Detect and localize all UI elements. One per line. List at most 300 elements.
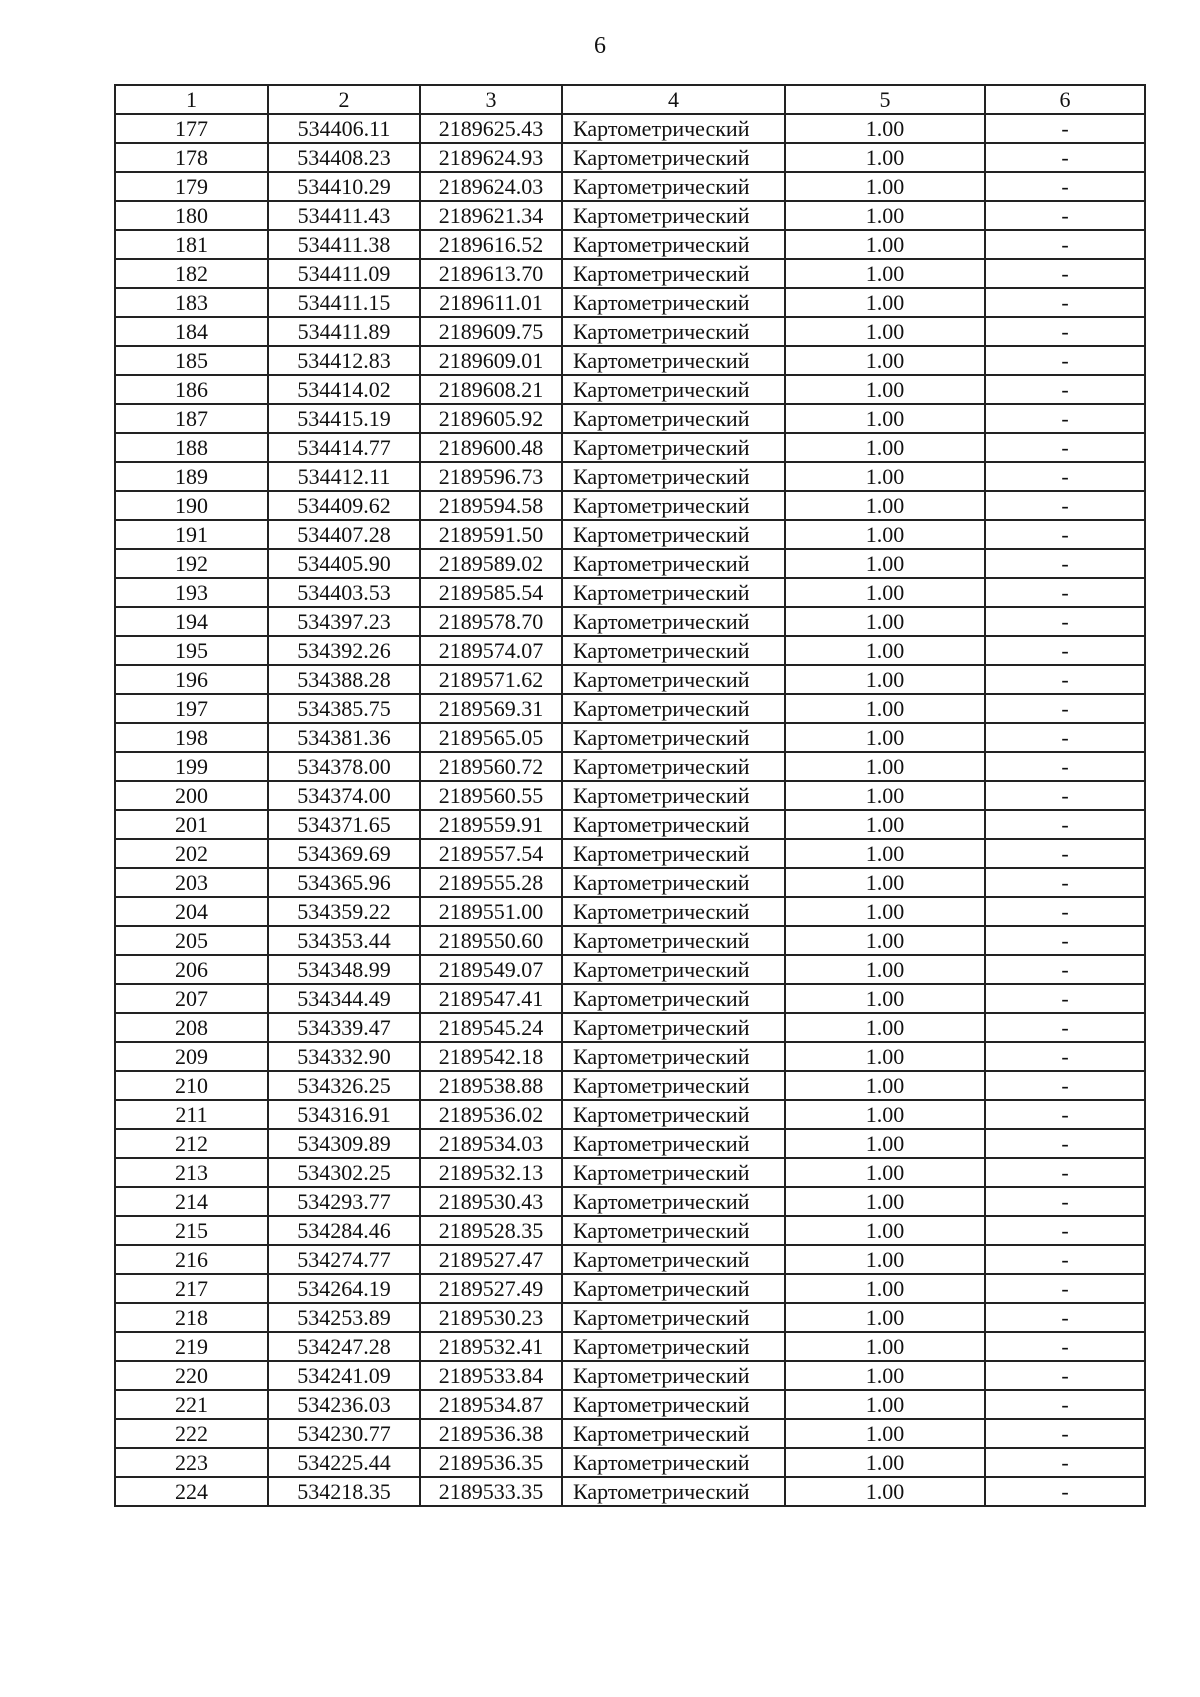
x-coordinate-cell: 534410.29 <box>268 172 420 201</box>
method-cell: Картометрический <box>562 143 785 172</box>
coordinates-table <box>114 84 1146 1507</box>
method-cell: Картометрический <box>562 752 785 781</box>
accuracy-cell: 1.00 <box>785 723 985 752</box>
note-cell: - <box>985 723 1145 752</box>
x-coordinate-cell: 534326.25 <box>268 1071 420 1100</box>
point-number-cell: 191 <box>115 520 268 549</box>
method-cell: Картометрический <box>562 868 785 897</box>
note-cell: - <box>985 1158 1145 1187</box>
x-coordinate-cell: 534339.47 <box>268 1013 420 1042</box>
x-coordinate-cell: 534247.28 <box>268 1332 420 1361</box>
table-row <box>115 897 1145 926</box>
note-cell: - <box>985 926 1145 955</box>
note-cell: - <box>985 781 1145 810</box>
note-cell: - <box>985 1477 1145 1506</box>
accuracy-cell: 1.00 <box>785 259 985 288</box>
x-coordinate-cell: 534236.03 <box>268 1390 420 1419</box>
point-number-cell: 184 <box>115 317 268 346</box>
note-cell: - <box>985 172 1145 201</box>
y-coordinate-cell: 2189549.07 <box>420 955 562 984</box>
note-cell: - <box>985 1100 1145 1129</box>
accuracy-cell: 1.00 <box>785 781 985 810</box>
note-cell: - <box>985 230 1145 259</box>
accuracy-cell: 1.00 <box>785 317 985 346</box>
point-number-cell: 216 <box>115 1245 268 1274</box>
table-row <box>115 810 1145 839</box>
point-number-cell: 202 <box>115 839 268 868</box>
point-number-cell: 224 <box>115 1477 268 1506</box>
y-coordinate-cell: 2189560.55 <box>420 781 562 810</box>
method-cell: Картометрический <box>562 1477 785 1506</box>
x-coordinate-cell: 534412.83 <box>268 346 420 375</box>
accuracy-cell: 1.00 <box>785 1361 985 1390</box>
y-coordinate-cell: 2189555.28 <box>420 868 562 897</box>
note-cell: - <box>985 433 1145 462</box>
y-coordinate-cell: 2189534.87 <box>420 1390 562 1419</box>
point-number-cell: 207 <box>115 984 268 1013</box>
table-row <box>115 984 1145 1013</box>
point-number-cell: 220 <box>115 1361 268 1390</box>
point-number-cell: 189 <box>115 462 268 491</box>
note-cell: - <box>985 607 1145 636</box>
table-row <box>115 781 1145 810</box>
accuracy-cell: 1.00 <box>785 694 985 723</box>
accuracy-cell: 1.00 <box>785 810 985 839</box>
point-number-cell: 183 <box>115 288 268 317</box>
point-number-cell: 212 <box>115 1129 268 1158</box>
method-cell: Картометрический <box>562 201 785 230</box>
method-cell: Картометрический <box>562 1013 785 1042</box>
y-coordinate-cell: 2189609.01 <box>420 346 562 375</box>
accuracy-cell: 1.00 <box>785 1274 985 1303</box>
x-coordinate-cell: 534397.23 <box>268 607 420 636</box>
y-coordinate-cell: 2189591.50 <box>420 520 562 549</box>
accuracy-cell: 1.00 <box>785 1216 985 1245</box>
y-coordinate-cell: 2189547.41 <box>420 984 562 1013</box>
accuracy-cell: 1.00 <box>785 1332 985 1361</box>
table-row <box>115 955 1145 984</box>
table-row <box>115 926 1145 955</box>
table-row <box>115 346 1145 375</box>
x-coordinate-cell: 534302.25 <box>268 1158 420 1187</box>
note-cell: - <box>985 897 1145 926</box>
method-cell: Картометрический <box>562 839 785 868</box>
accuracy-cell: 1.00 <box>785 839 985 868</box>
method-cell: Картометрический <box>562 1216 785 1245</box>
method-cell: Картометрический <box>562 288 785 317</box>
note-cell: - <box>985 694 1145 723</box>
table-row <box>115 317 1145 346</box>
point-number-cell: 201 <box>115 810 268 839</box>
method-cell: Картометрический <box>562 984 785 1013</box>
y-coordinate-cell: 2189569.31 <box>420 694 562 723</box>
method-cell: Картометрический <box>562 1245 785 1274</box>
accuracy-cell: 1.00 <box>785 1477 985 1506</box>
method-cell: Картометрический <box>562 549 785 578</box>
note-cell: - <box>985 143 1145 172</box>
method-cell: Картометрический <box>562 781 785 810</box>
table-row <box>115 1448 1145 1477</box>
method-cell: Картометрический <box>562 578 785 607</box>
accuracy-cell: 1.00 <box>785 143 985 172</box>
table-row <box>115 375 1145 404</box>
table-row <box>115 839 1145 868</box>
method-cell: Картометрический <box>562 1042 785 1071</box>
table-row <box>115 1303 1145 1332</box>
table-row <box>115 433 1145 462</box>
x-coordinate-cell: 534388.28 <box>268 665 420 694</box>
point-number-cell: 196 <box>115 665 268 694</box>
y-coordinate-cell: 2189551.00 <box>420 897 562 926</box>
note-cell: - <box>985 549 1145 578</box>
accuracy-cell: 1.00 <box>785 868 985 897</box>
table-row <box>115 288 1145 317</box>
accuracy-cell: 1.00 <box>785 462 985 491</box>
y-coordinate-cell: 2189559.91 <box>420 810 562 839</box>
y-coordinate-cell: 2189609.75 <box>420 317 562 346</box>
point-number-cell: 217 <box>115 1274 268 1303</box>
x-coordinate-cell: 534309.89 <box>268 1129 420 1158</box>
x-coordinate-cell: 534415.19 <box>268 404 420 433</box>
x-coordinate-cell: 534359.22 <box>268 897 420 926</box>
method-cell: Картометрический <box>562 433 785 462</box>
method-cell: Картометрический <box>562 462 785 491</box>
accuracy-cell: 1.00 <box>785 752 985 781</box>
accuracy-cell: 1.00 <box>785 1448 985 1477</box>
point-number-cell: 203 <box>115 868 268 897</box>
point-number-cell: 182 <box>115 259 268 288</box>
point-number-cell: 192 <box>115 549 268 578</box>
table-row <box>115 1187 1145 1216</box>
table-row <box>115 694 1145 723</box>
x-coordinate-cell: 534253.89 <box>268 1303 420 1332</box>
note-cell: - <box>985 259 1145 288</box>
point-number-cell: 199 <box>115 752 268 781</box>
x-coordinate-cell: 534316.91 <box>268 1100 420 1129</box>
y-coordinate-cell: 2189528.35 <box>420 1216 562 1245</box>
method-cell: Картометрический <box>562 491 785 520</box>
note-cell: - <box>985 1071 1145 1100</box>
column-header: 4 <box>562 85 785 114</box>
method-cell: Картометрический <box>562 404 785 433</box>
column-header: 3 <box>420 85 562 114</box>
y-coordinate-cell: 2189545.24 <box>420 1013 562 1042</box>
y-coordinate-cell: 2189560.72 <box>420 752 562 781</box>
y-coordinate-cell: 2189532.13 <box>420 1158 562 1187</box>
note-cell: - <box>985 288 1145 317</box>
y-coordinate-cell: 2189565.05 <box>420 723 562 752</box>
note-cell: - <box>985 375 1145 404</box>
y-coordinate-cell: 2189624.03 <box>420 172 562 201</box>
y-coordinate-cell: 2189536.38 <box>420 1419 562 1448</box>
accuracy-cell: 1.00 <box>785 955 985 984</box>
method-cell: Картометрический <box>562 346 785 375</box>
note-cell: - <box>985 317 1145 346</box>
accuracy-cell: 1.00 <box>785 1187 985 1216</box>
point-number-cell: 214 <box>115 1187 268 1216</box>
note-cell: - <box>985 636 1145 665</box>
point-number-cell: 209 <box>115 1042 268 1071</box>
table-row <box>115 462 1145 491</box>
table-row <box>115 1274 1145 1303</box>
x-coordinate-cell: 534414.77 <box>268 433 420 462</box>
table-row <box>115 1361 1145 1390</box>
table-row <box>115 868 1145 897</box>
table-row <box>115 1419 1145 1448</box>
point-number-cell: 210 <box>115 1071 268 1100</box>
x-coordinate-cell: 534403.53 <box>268 578 420 607</box>
table-row <box>115 201 1145 230</box>
method-cell: Картометрический <box>562 230 785 259</box>
x-coordinate-cell: 534284.46 <box>268 1216 420 1245</box>
accuracy-cell: 1.00 <box>785 578 985 607</box>
accuracy-cell: 1.00 <box>785 172 985 201</box>
point-number-cell: 190 <box>115 491 268 520</box>
point-number-cell: 186 <box>115 375 268 404</box>
table-row <box>115 230 1145 259</box>
table-body <box>115 114 1145 1506</box>
y-coordinate-cell: 2189596.73 <box>420 462 562 491</box>
accuracy-cell: 1.00 <box>785 1390 985 1419</box>
method-cell: Картометрический <box>562 694 785 723</box>
y-coordinate-cell: 2189613.70 <box>420 259 562 288</box>
method-cell: Картометрический <box>562 259 785 288</box>
accuracy-cell: 1.00 <box>785 607 985 636</box>
table-row <box>115 607 1145 636</box>
x-coordinate-cell: 534378.00 <box>268 752 420 781</box>
accuracy-cell: 1.00 <box>785 404 985 433</box>
table-row <box>115 1245 1145 1274</box>
note-cell: - <box>985 868 1145 897</box>
page-number: 6 <box>594 33 606 59</box>
note-cell: - <box>985 955 1145 984</box>
y-coordinate-cell: 2189605.92 <box>420 404 562 433</box>
y-coordinate-cell: 2189594.58 <box>420 491 562 520</box>
x-coordinate-cell: 534225.44 <box>268 1448 420 1477</box>
x-coordinate-cell: 534411.09 <box>268 259 420 288</box>
note-cell: - <box>985 810 1145 839</box>
accuracy-cell: 1.00 <box>785 1071 985 1100</box>
accuracy-cell: 1.00 <box>785 665 985 694</box>
point-number-cell: 193 <box>115 578 268 607</box>
table-row <box>115 114 1145 143</box>
column-header: 1 <box>115 85 268 114</box>
point-number-cell: 205 <box>115 926 268 955</box>
point-number-cell: 198 <box>115 723 268 752</box>
method-cell: Картометрический <box>562 1332 785 1361</box>
x-coordinate-cell: 534409.62 <box>268 491 420 520</box>
x-coordinate-cell: 534365.96 <box>268 868 420 897</box>
accuracy-cell: 1.00 <box>785 520 985 549</box>
point-number-cell: 200 <box>115 781 268 810</box>
y-coordinate-cell: 2189527.47 <box>420 1245 562 1274</box>
y-coordinate-cell: 2189530.23 <box>420 1303 562 1332</box>
column-header: 5 <box>785 85 985 114</box>
accuracy-cell: 1.00 <box>785 1013 985 1042</box>
table-row <box>115 1332 1145 1361</box>
table-row <box>115 491 1145 520</box>
x-coordinate-cell: 534218.35 <box>268 1477 420 1506</box>
method-cell: Картометрический <box>562 897 785 926</box>
table-row <box>115 665 1145 694</box>
point-number-cell: 213 <box>115 1158 268 1187</box>
method-cell: Картометрический <box>562 1158 785 1187</box>
point-number-cell: 197 <box>115 694 268 723</box>
table-row <box>115 636 1145 665</box>
accuracy-cell: 1.00 <box>785 433 985 462</box>
accuracy-cell: 1.00 <box>785 375 985 404</box>
x-coordinate-cell: 534344.49 <box>268 984 420 1013</box>
x-coordinate-cell: 534230.77 <box>268 1419 420 1448</box>
x-coordinate-cell: 534241.09 <box>268 1361 420 1390</box>
y-coordinate-cell: 2189621.34 <box>420 201 562 230</box>
x-coordinate-cell: 534407.28 <box>268 520 420 549</box>
accuracy-cell: 1.00 <box>785 201 985 230</box>
y-coordinate-cell: 2189611.01 <box>420 288 562 317</box>
table-row <box>115 752 1145 781</box>
y-coordinate-cell: 2189600.48 <box>420 433 562 462</box>
y-coordinate-cell: 2189533.35 <box>420 1477 562 1506</box>
note-cell: - <box>985 1274 1145 1303</box>
y-coordinate-cell: 2189578.70 <box>420 607 562 636</box>
y-coordinate-cell: 2189585.54 <box>420 578 562 607</box>
method-cell: Картометрический <box>562 1274 785 1303</box>
accuracy-cell: 1.00 <box>785 984 985 1013</box>
y-coordinate-cell: 2189534.03 <box>420 1129 562 1158</box>
table-row <box>115 1129 1145 1158</box>
method-cell: Картометрический <box>562 1100 785 1129</box>
note-cell: - <box>985 1216 1145 1245</box>
point-number-cell: 221 <box>115 1390 268 1419</box>
note-cell: - <box>985 839 1145 868</box>
table-header-row <box>115 85 1145 114</box>
method-cell: Картометрический <box>562 375 785 404</box>
note-cell: - <box>985 1245 1145 1274</box>
y-coordinate-cell: 2189557.54 <box>420 839 562 868</box>
y-coordinate-cell: 2189533.84 <box>420 1361 562 1390</box>
method-cell: Картометрический <box>562 926 785 955</box>
x-coordinate-cell: 534392.26 <box>268 636 420 665</box>
method-cell: Картометрический <box>562 1361 785 1390</box>
accuracy-cell: 1.00 <box>785 230 985 259</box>
point-number-cell: 218 <box>115 1303 268 1332</box>
x-coordinate-cell: 534408.23 <box>268 143 420 172</box>
point-number-cell: 211 <box>115 1100 268 1129</box>
table-row <box>115 1477 1145 1506</box>
method-cell: Картометрический <box>562 636 785 665</box>
x-coordinate-cell: 534412.11 <box>268 462 420 491</box>
x-coordinate-cell: 534411.43 <box>268 201 420 230</box>
point-number-cell: 194 <box>115 607 268 636</box>
method-cell: Картометрический <box>562 1303 785 1332</box>
x-coordinate-cell: 534374.00 <box>268 781 420 810</box>
y-coordinate-cell: 2189550.60 <box>420 926 562 955</box>
note-cell: - <box>985 520 1145 549</box>
column-header: 2 <box>268 85 420 114</box>
point-number-cell: 179 <box>115 172 268 201</box>
note-cell: - <box>985 1042 1145 1071</box>
accuracy-cell: 1.00 <box>785 288 985 317</box>
method-cell: Картометрический <box>562 317 785 346</box>
method-cell: Картометрический <box>562 1419 785 1448</box>
note-cell: - <box>985 984 1145 1013</box>
table-row <box>115 1216 1145 1245</box>
x-coordinate-cell: 534293.77 <box>268 1187 420 1216</box>
point-number-cell: 181 <box>115 230 268 259</box>
y-coordinate-cell: 2189536.02 <box>420 1100 562 1129</box>
accuracy-cell: 1.00 <box>785 1245 985 1274</box>
y-coordinate-cell: 2189536.35 <box>420 1448 562 1477</box>
table-row <box>115 1100 1145 1129</box>
y-coordinate-cell: 2189625.43 <box>420 114 562 143</box>
table-row <box>115 520 1145 549</box>
note-cell: - <box>985 491 1145 520</box>
point-number-cell: 185 <box>115 346 268 375</box>
y-coordinate-cell: 2189624.93 <box>420 143 562 172</box>
point-number-cell: 195 <box>115 636 268 665</box>
note-cell: - <box>985 578 1145 607</box>
y-coordinate-cell: 2189616.52 <box>420 230 562 259</box>
table-row <box>115 1071 1145 1100</box>
x-coordinate-cell: 534353.44 <box>268 926 420 955</box>
note-cell: - <box>985 665 1145 694</box>
point-number-cell: 187 <box>115 404 268 433</box>
note-cell: - <box>985 201 1145 230</box>
y-coordinate-cell: 2189530.43 <box>420 1187 562 1216</box>
method-cell: Картометрический <box>562 1448 785 1477</box>
table-row <box>115 1013 1145 1042</box>
method-cell: Картометрический <box>562 723 785 752</box>
accuracy-cell: 1.00 <box>785 636 985 665</box>
x-coordinate-cell: 534406.11 <box>268 114 420 143</box>
note-cell: - <box>985 1332 1145 1361</box>
point-number-cell: 222 <box>115 1419 268 1448</box>
table-row <box>115 143 1145 172</box>
x-coordinate-cell: 534348.99 <box>268 955 420 984</box>
method-cell: Картометрический <box>562 607 785 636</box>
point-number-cell: 177 <box>115 114 268 143</box>
accuracy-cell: 1.00 <box>785 114 985 143</box>
x-coordinate-cell: 534414.02 <box>268 375 420 404</box>
y-coordinate-cell: 2189574.07 <box>420 636 562 665</box>
method-cell: Картометрический <box>562 1129 785 1158</box>
x-coordinate-cell: 534385.75 <box>268 694 420 723</box>
table-row <box>115 404 1145 433</box>
accuracy-cell: 1.00 <box>785 897 985 926</box>
note-cell: - <box>985 1187 1145 1216</box>
accuracy-cell: 1.00 <box>785 346 985 375</box>
table-row <box>115 172 1145 201</box>
note-cell: - <box>985 1448 1145 1477</box>
table-row <box>115 723 1145 752</box>
x-coordinate-cell: 534411.15 <box>268 288 420 317</box>
accuracy-cell: 1.00 <box>785 1303 985 1332</box>
point-number-cell: 219 <box>115 1332 268 1361</box>
accuracy-cell: 1.00 <box>785 926 985 955</box>
note-cell: - <box>985 404 1145 433</box>
column-header: 6 <box>985 85 1145 114</box>
note-cell: - <box>985 346 1145 375</box>
method-cell: Картометрический <box>562 1390 785 1419</box>
point-number-cell: 188 <box>115 433 268 462</box>
table-row <box>115 1158 1145 1187</box>
note-cell: - <box>985 1390 1145 1419</box>
note-cell: - <box>985 114 1145 143</box>
y-coordinate-cell: 2189527.49 <box>420 1274 562 1303</box>
method-cell: Картометрический <box>562 1071 785 1100</box>
point-number-cell: 180 <box>115 201 268 230</box>
point-number-cell: 223 <box>115 1448 268 1477</box>
